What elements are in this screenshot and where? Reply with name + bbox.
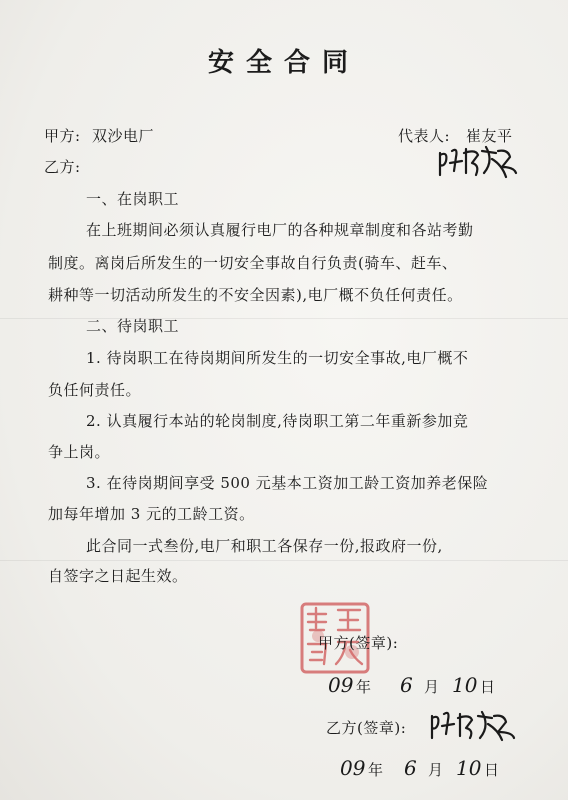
sign-a-day: 10 <box>452 673 478 697</box>
representative-label: 代表人: <box>398 127 451 145</box>
party-a-name: 双沙电厂 <box>92 127 155 145</box>
section2-item-line: 3. 在待岗期间享受 500 元基本工资加工龄工资加养老保险 <box>86 474 489 492</box>
sign-a-month: 6 <box>400 673 413 697</box>
party-b-label: 乙方: <box>44 158 81 176</box>
sign-a-label: 甲方(签章): <box>318 634 399 652</box>
sign-b-month: 6 <box>404 756 417 780</box>
sign-b-day-unit: 日 <box>484 761 500 779</box>
document-title: 安全合同 <box>207 48 360 78</box>
section1-line: 制度。离岗后所发生的一切安全事故自行负责(骑车、赶车、 <box>48 254 458 272</box>
party-b-signature <box>428 708 520 744</box>
closing-line: 此合同一式叁份,电厂和职工各保存一份,报政府一份, <box>86 537 443 555</box>
sign-a-year: 09 <box>328 673 354 697</box>
section2-heading: 二、待岗职工 <box>86 317 180 335</box>
section2-item-line: 加每年增加 3 元的工龄工资。 <box>48 505 255 523</box>
paper-crease <box>0 560 568 561</box>
section2-item-line: 负任何责任。 <box>48 381 142 399</box>
sign-b-year: 09 <box>340 756 366 780</box>
section1-heading: 一、在岗职工 <box>86 190 180 208</box>
sign-a-month-unit: 月 <box>424 678 440 696</box>
section1-line: 耕种等一切活动所发生的不安全因素),电厂概不负任何责任。 <box>48 286 463 304</box>
section2-item-line: 1. 待岗职工在待岗期间所发生的一切安全事故,电厂概不 <box>86 349 469 367</box>
closing-line: 自签字之日起生效。 <box>48 567 188 585</box>
sign-b-label: 乙方(签章): <box>326 719 407 737</box>
section2-item-line: 2. 认真履行本站的轮岗制度,待岗职工第二年重新参加竞 <box>86 412 469 430</box>
section1-line: 在上班期间必须认真履行电厂的各种规章制度和各站考勤 <box>86 221 474 239</box>
sign-b-day: 10 <box>456 756 482 780</box>
section2-item-line: 争上岗。 <box>48 443 111 461</box>
representative-signature <box>436 143 522 181</box>
sign-a-day-unit: 日 <box>480 678 496 696</box>
sign-b-year-unit: 年 <box>368 761 384 779</box>
party-a-label: 甲方: <box>44 127 81 145</box>
sign-a-year-unit: 年 <box>356 678 372 696</box>
representative-name: 崔友平 <box>466 127 513 145</box>
sign-b-month-unit: 月 <box>428 761 444 779</box>
